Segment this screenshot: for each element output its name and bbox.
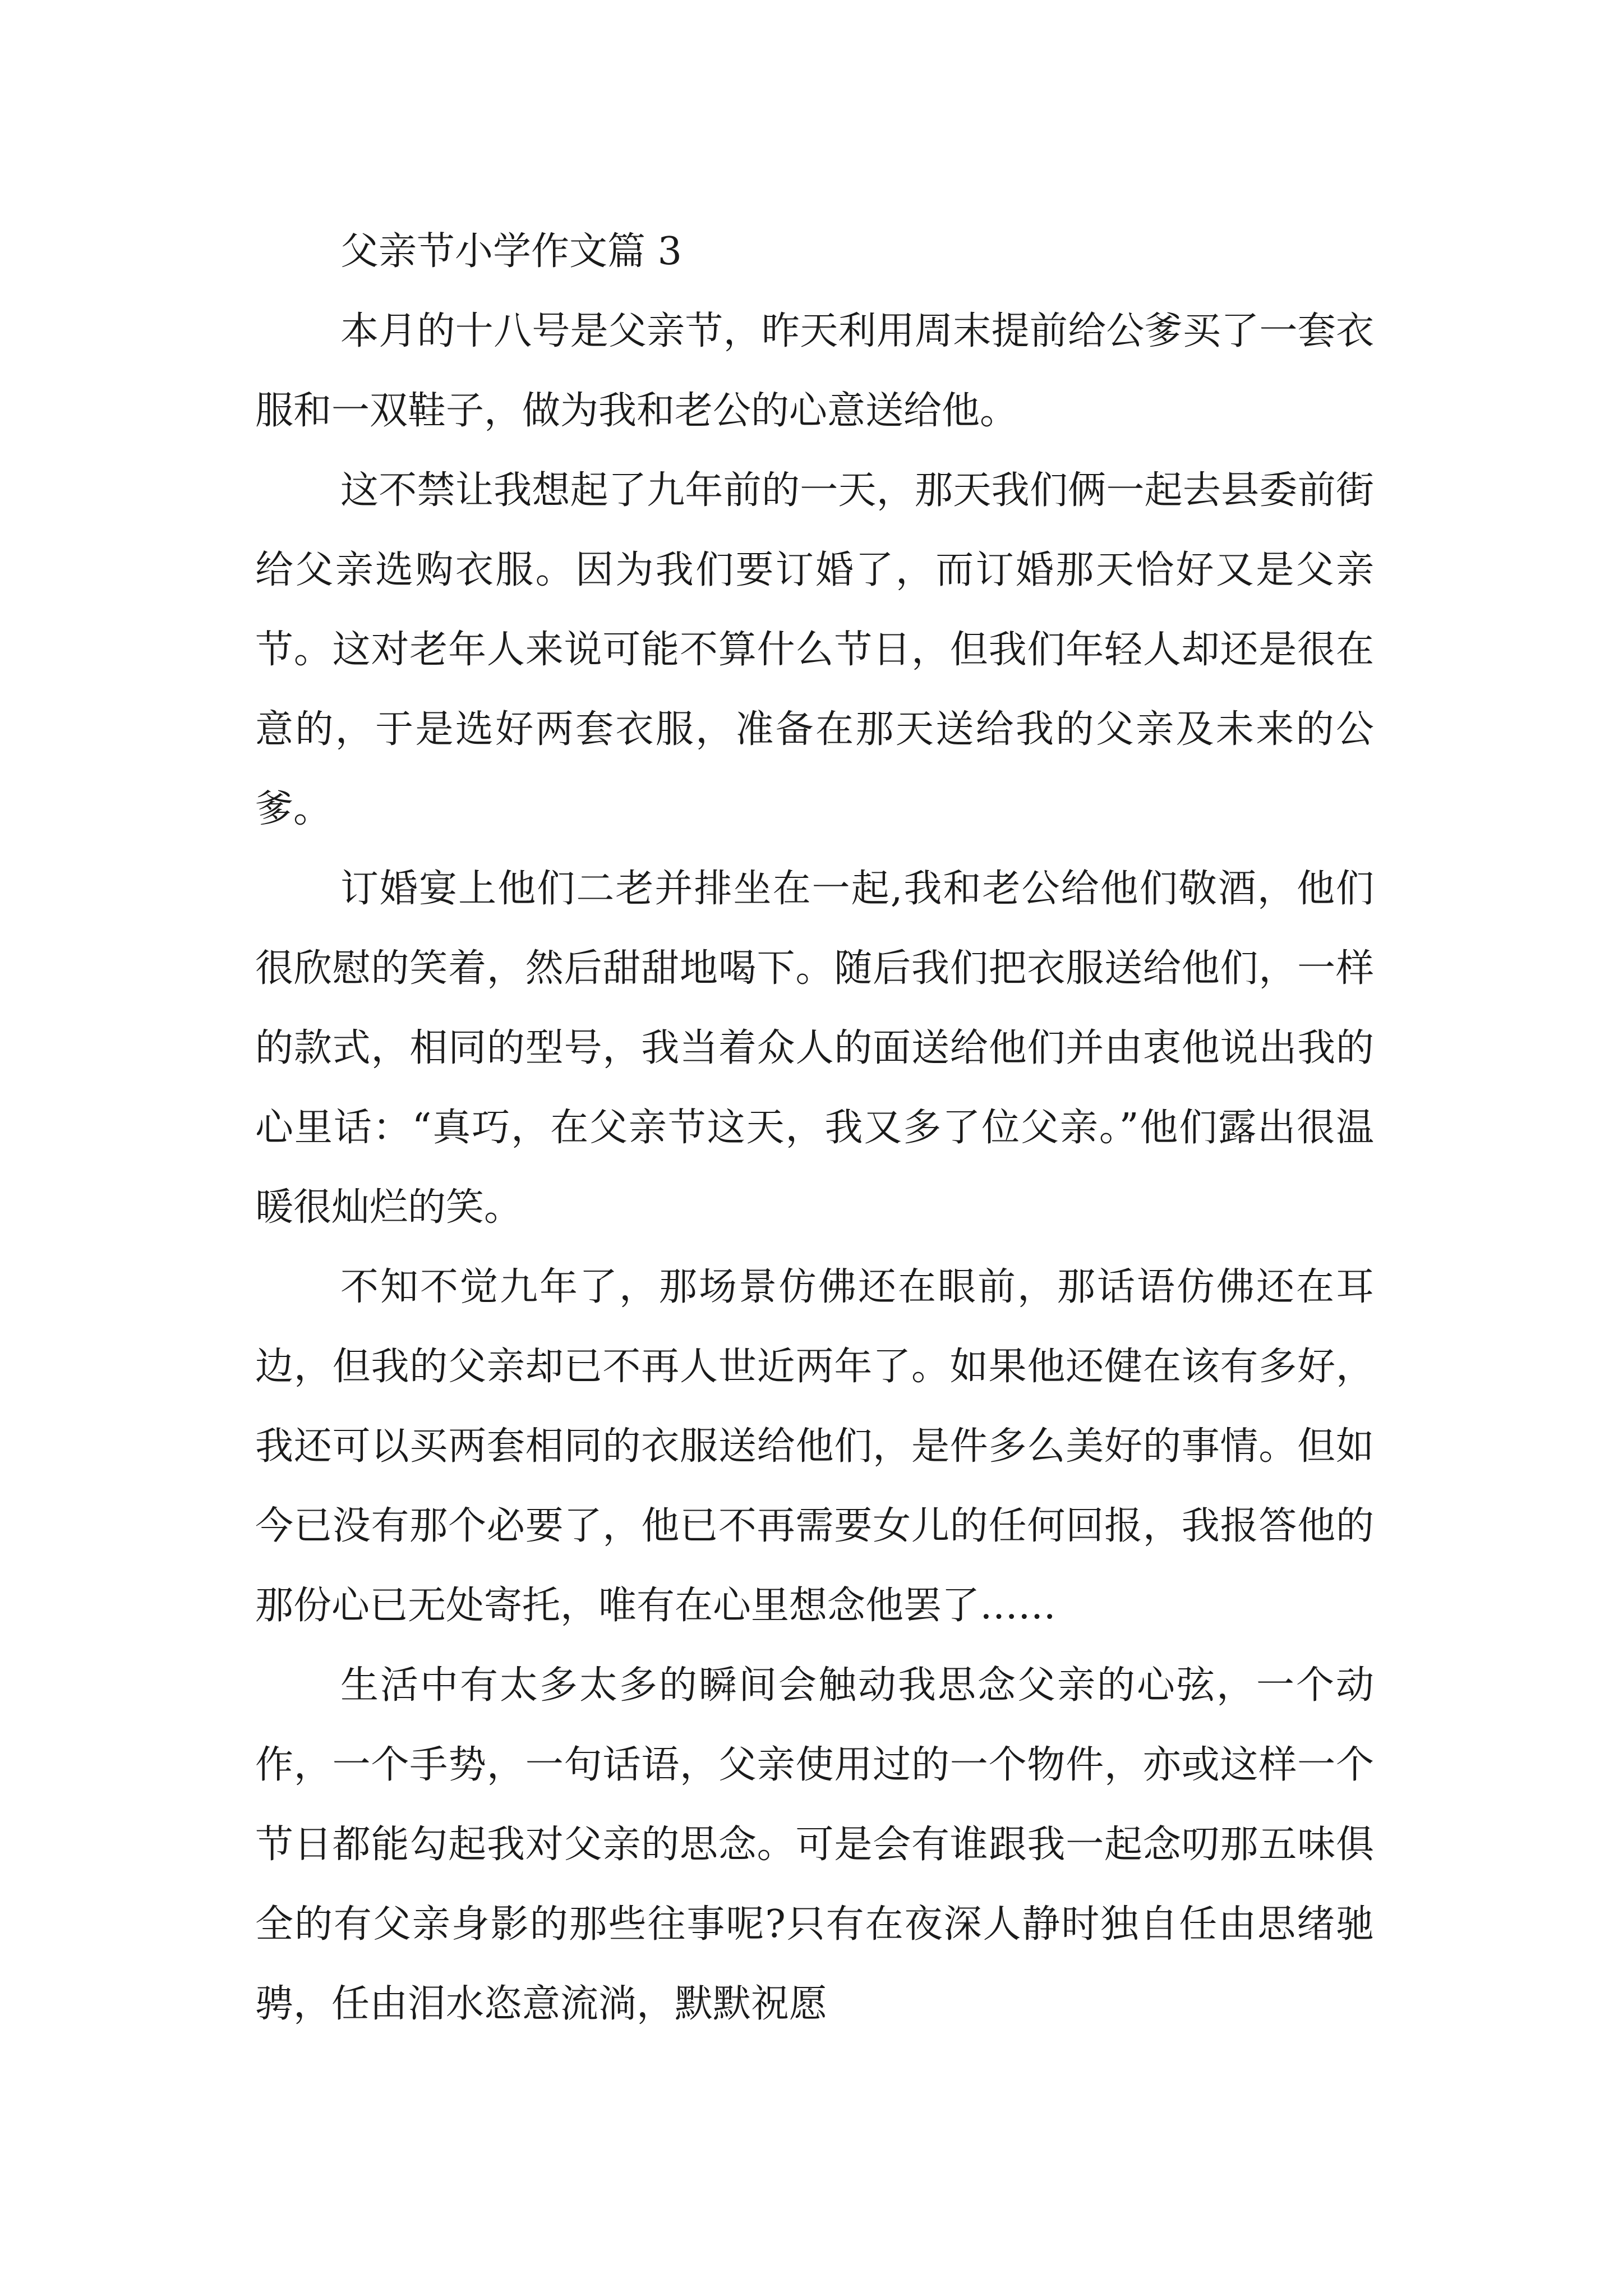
document-body <box>255 212 1374 2044</box>
paragraph-3: 订婚宴上他们二老并排坐在一起,我和老公给他们敬酒，他们很欣慰的笑着，然后甜甜地喝下。随后我们把衣服送给他们，一样的款式，相同的型号，我当着众人的面送给他们并由衷他说出我的心里话：“真巧，在父亲节这天，我又多了位父亲。”他们露出很温暖很灿烂的笑。 <box>255 867 1374 1230</box>
paragraph-2: 这不禁让我想起了九年前的一天，那天我们俩一起去县委前街给父亲选购衣服。因为我们要订婚了，而订婚那天恰好又是父亲节。这对老年人来说可能不算什么节日，但我们年轻人却还是很在意的，于是选好两套衣服，准备在那天送给我的父亲及未来的公爹。 <box>255 468 1374 831</box>
paragraph-4: 不知不觉九年了，那场景仿佛还在眼前，那话语仿佛还在耳边，但我的父亲却已不再人世近两年了。如果他还健在该有多好，我还可以买两套相同的衣服送给他们，是件多么美好的事情。但如今已没有那个必要了，他已不再需要女儿的任何回报，我报答他的那份心已无处寄托，唯有在心里想念他罢了…… <box>255 1265 1374 1628</box>
paragraph-5: 生活中有太多太多的瞬间会触动我思念父亲的心弦，一个动作，一个手势，一句话语，父亲使用过的一个物件，亦或这样一个节日都能勾起我对父亲的思念。可是会有谁跟我一起念叨那五味俱全的有父亲身影的那些往事呢?只有在夜深人静时独自任由思绪驰骋，任由泪水恣意流淌，默默祝愿 <box>255 1663 1374 2026</box>
paragraph-1: 本月的十八号是父亲节，昨天利用周末提前给公爹买了一套衣服和一双鞋子，做为我和老公的心意送给他。 <box>255 309 1374 433</box>
document-title: 父亲节小学作文篇 3 <box>340 229 682 274</box>
